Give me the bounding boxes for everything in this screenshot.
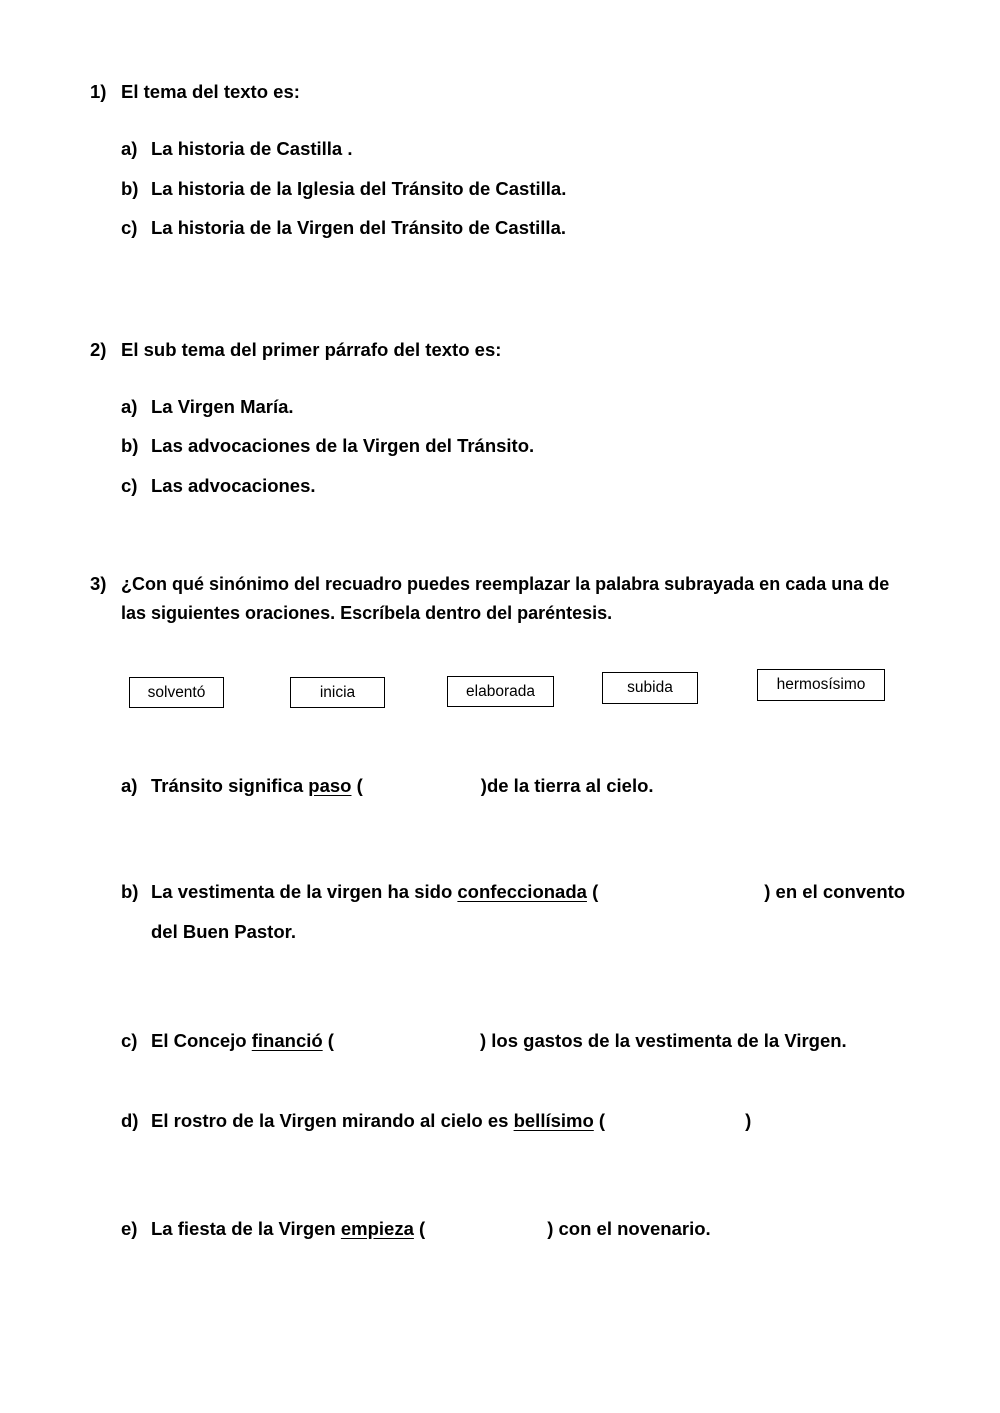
question-2-text: El sub tema del primer párrafo del texto es: [121, 339, 502, 360]
q3-item-d-pre: El rostro de la Virgen mirando al cielo es [151, 1110, 514, 1131]
word-bank-solvento: solventó [129, 677, 224, 708]
q3-item-a-post: )de la tierra al cielo. [480, 775, 654, 796]
word-bank-elaborada: elaborada [447, 676, 554, 707]
q3-item-c-underlined-word: financió [251, 1030, 323, 1051]
q2-option-a-letter: a) [121, 396, 138, 417]
q3-item-b [151, 881, 905, 903]
q2-option-b-letter: b) [121, 435, 139, 456]
q3-item-a-open-paren: ( [351, 775, 363, 796]
word-bank-subida: subida [602, 672, 698, 704]
q3-item-c-pre: El Concejo [151, 1030, 252, 1051]
q3-item-b-continuation: del Buen Pastor. [151, 921, 296, 942]
word-bank-hermosisimo: hermosísimo [757, 669, 885, 701]
q3-item-a-pre: Tránsito significa [151, 775, 309, 796]
q3-item-b-pre: La vestimenta de la virgen ha sido [151, 881, 458, 902]
q3-item-c-letter: c) [121, 1030, 138, 1051]
q1-option-a-letter: a) [121, 138, 138, 159]
q1-option-c: La historia de la Virgen del Tránsito de Castilla. [151, 217, 567, 238]
question-3-line-2: las siguientes oraciones. Escríbela dentro del paréntesis. [121, 603, 613, 623]
q3-item-d-post: ) [745, 1110, 752, 1131]
q3-item-c [151, 1030, 847, 1052]
question-1-number: 1) [90, 81, 107, 102]
q1-option-b-letter: b) [121, 178, 139, 199]
q2-option-b: Las advocaciones de la Virgen del Tránsito. [151, 435, 535, 456]
question-2-number: 2) [90, 339, 107, 360]
q2-option-a: La Virgen María. [151, 396, 294, 417]
q3-item-b-open-paren: ( [586, 881, 599, 902]
question-3-line-1: ¿Con qué sinónimo del recuadro puedes reemplazar la palabra subrayada en cada una de [121, 574, 890, 594]
question-1-text: El tema del texto es: [121, 81, 300, 102]
q3-item-e-post: ) con el novenario. [547, 1218, 711, 1239]
q1-option-c-letter: c) [121, 217, 138, 238]
q2-option-c: Las advocaciones. [151, 475, 316, 496]
question-3-number: 3) [90, 573, 107, 594]
q1-option-b: La historia de la Iglesia del Tránsito de Castilla. [151, 178, 567, 199]
q3-item-e [151, 1218, 711, 1240]
q1-option-a: La historia de Castilla . [151, 138, 353, 159]
q3-item-a [151, 775, 654, 797]
q3-item-e-letter: e) [121, 1218, 138, 1239]
q3-item-b-underlined-word: confeccionada [457, 881, 587, 902]
q3-item-d [151, 1110, 751, 1132]
q3-item-d-open-paren: ( [593, 1110, 606, 1131]
word-bank-inicia: inicia [290, 677, 385, 708]
q3-item-c-post: ) los gastos de la vestimenta de la Virgen. [479, 1030, 847, 1051]
q2-option-c-letter: c) [121, 475, 138, 496]
q3-item-d-underlined-word: bellísimo [513, 1110, 594, 1131]
q3-item-b-post: ) en el convento [764, 881, 906, 902]
q3-item-a-underlined-word: paso [308, 775, 352, 796]
q3-item-a-letter: a) [121, 775, 138, 796]
q3-item-e-open-paren: ( [413, 1218, 426, 1239]
q3-item-e-underlined-word: empieza [340, 1218, 414, 1239]
q3-item-b-letter: b) [121, 881, 139, 902]
q3-item-d-letter: d) [121, 1110, 139, 1131]
q3-item-e-pre: La fiesta de la Virgen [151, 1218, 341, 1239]
q3-item-c-open-paren: ( [322, 1030, 334, 1051]
